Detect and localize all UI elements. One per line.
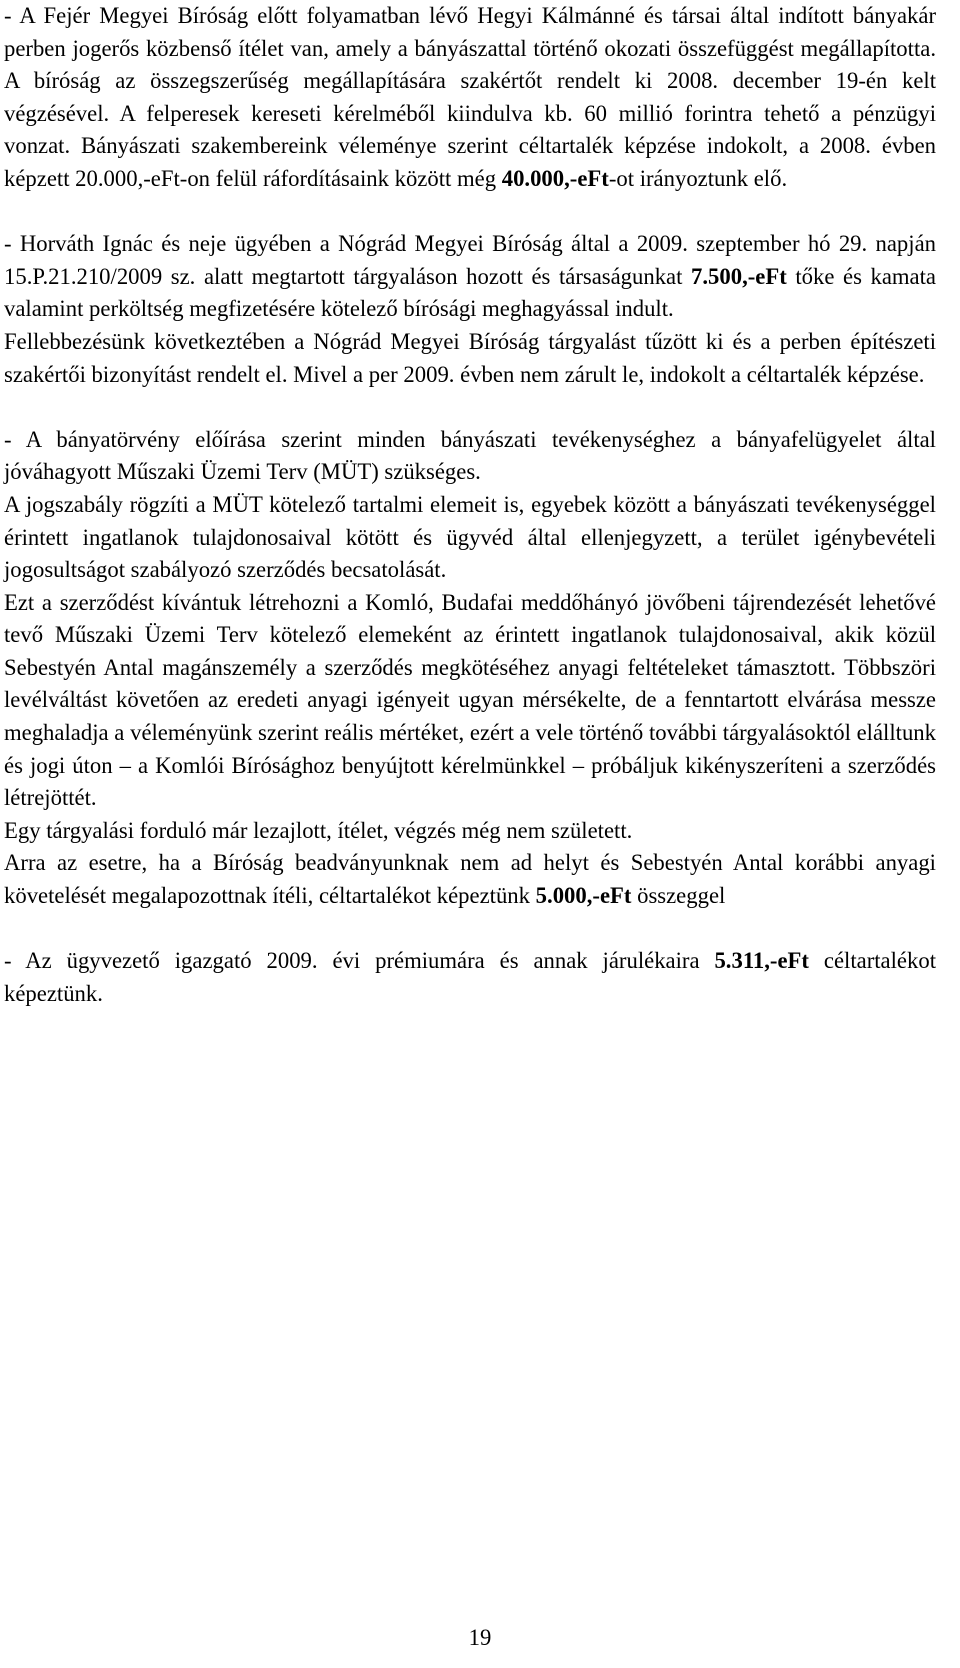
fejer-provision-amount: 40.000,-eFt [501,165,609,191]
sebestyen-provision-text: Arra az esetre, ha a Bíróság beadványunknak nem ad helyt és Sebestyén Antal korábbi anyagi követelését megalapozottnak ítéli, céltartalékot képeztünk [4,850,936,909]
paragraph-horvath-case [4,228,936,326]
paragraph-spacer [4,196,936,229]
sebestyen-provision-text-end: összeggel [631,883,726,909]
fejer-lawsuit-text: - A Fejér Megyei Bíróság előtt folyamatban lévő Hegyi Kálmánné és társai által indított bányakár perben jogerős közbenső ítélet van, amely a bányászattal történő okozati összefüggést megállapította. A bíróság az összegszerűség megállapítására szakértőt rendelt ki 2008. december 19-én kelt végzésével. A felperesek kereseti kérelméből kiindulva kb. 60 millió forintra tehető a pénzügyi vonzat. Bányászati szakembereink véleménye szerint céltartalék képzése indokolt, a 2008. évben képzett 20.000,-eFt-on felül ráfordításaink között még [4,3,936,191]
paragraph-spacer [4,391,936,424]
horvath-case-text-end: tőke és kamata valamint perköltség megfizetésére kötelező bírósági meghagyással indult. [4,263,937,322]
paragraph-hearing-status: Egy tárgyalási forduló már lezajlott, ítélet, végzés még nem született. [4,817,633,843]
page-number: 19 [468,1625,492,1650]
paragraph-budafa-contract: Ezt a szerződést kívántuk létrehozni a Komló, Budafai meddőhányó jövőbeni tájrendezését lehetővé tevő Műszaki Üzemi Terv kötelező elemeként az érintett ingatlanok tulajdonosaival, akik közül Sebestyén Antal magánszemély a szerződés megkötéséhez anyagi feltételeket támasztott. Többszöri levélváltást követően az eredeti anyagi igényeit ugyan mérsékelte, de a fenntartott elvárása messze meghaladja a véleményünk szerint reális mértéket, ezért a vele történő további tárgyalásoktól elálltunk és jogi úton – a Komlói Bírósághoz benyújtott kérelmünkkel – próbáljuk kikényszeríteni a szerződés létrejöttét. [4,589,936,811]
sebestyen-provision-amount: 5.000,-eFt [535,883,632,909]
horvath-claim-amount: 7.500,-eFt [691,263,787,289]
director-premium-amount: 5.311,-eFt [714,948,809,974]
paragraph-mut-requirements: A jogszabály rögzíti a MÜT kötelező tartalmi elemeit is, egyebek között a bányászati tevékenységgel érintett ingatlanok tulajdonosaival kötött és ügyvéd által ellenjegyzett, a terület igénybevételi jogosultságot szabályozó szerződés becsatolását. [4,491,936,583]
paragraph-sebestyen-provision [4,847,936,912]
paragraph-fejer-lawsuit [4,0,936,196]
document-body [4,0,936,1010]
fejer-lawsuit-text-end: -ot irányoztunk elő. [608,165,788,191]
paragraph-director-premium [4,945,936,1010]
paragraph-mining-law: - A bányatörvény előírása szerint minden bányászati tevékenységhez a bányafelügyelet által jóváhagyott Műszaki Üzemi Terv (MÜT) szükséges. [4,426,936,485]
paragraph-appeal: Fellebbezésünk következtében a Nógrád Megyei Bíróság tárgyalást tűzött ki és a perben építészeti szakértői bizonyítást rendelt el. Mivel a per 2009. évben nem zárult le, indokolt a céltartalék képzése. [4,328,936,387]
director-premium-text: - Az ügyvezető igazgató 2009. évi prémiumára és annak járulékaira [4,948,715,974]
paragraph-spacer [4,913,936,946]
horvath-case-text: - Horváth Ignác és neje ügyében a Nógrád Megyei Bíróság által a 2009. szeptember hó 29. napján 15.P.21.210/2009 sz. alatt megtartott tárgyaláson hozott és társaságunkat [4,231,936,289]
director-premium-text-end: céltartalékot képeztünk. [4,948,936,1006]
